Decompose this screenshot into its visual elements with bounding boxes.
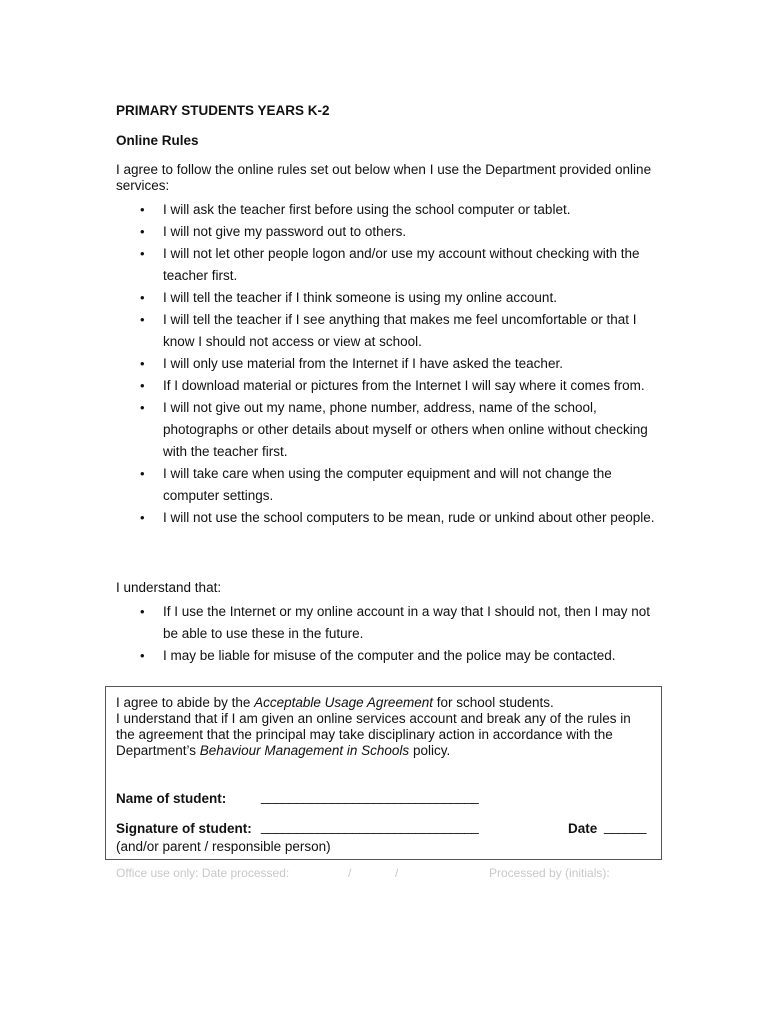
name-of-student-label: Name of student: (116, 791, 227, 806)
signature-line[interactable]: _______________________________ (261, 819, 479, 834)
consequences-list (116, 601, 656, 667)
rule-item: • I will not use the school computers to be mean, rude or unkind about other people. (116, 507, 656, 529)
agreement-text (116, 695, 651, 759)
agreement-text-part: I understand that if I am given an online services account and break any of the rules in the agreement that the principal may take disciplinary action in accordance with the Department’s (116, 711, 631, 758)
name-of-student-line[interactable]: _______________________________ (261, 789, 479, 804)
rule-item: • I will not give out my name, phone number, address, name of the school, photographs or other details about myself or others when online without checking with the teacher first. (116, 397, 656, 463)
rule-item: • I will only use material from the Internet if I have asked the teacher. (116, 353, 656, 375)
parent-note: (and/or parent / responsible person) (116, 839, 331, 854)
page-title: PRIMARY STUDENTS YEARS K-2 (116, 103, 330, 118)
rule-item: • I will tell the teacher if I see anything that makes me feel uncomfortable or that I know I should not access or view at school. (116, 309, 656, 353)
agreement-text-part: I agree to abide by the (116, 695, 255, 710)
rules-list (116, 199, 656, 529)
agreement-box (105, 686, 662, 860)
agreement-line-1 (116, 695, 651, 711)
agreement-title: Acceptable Usage Agreement (254, 695, 433, 710)
understand-heading: I understand that: (116, 580, 222, 595)
signature-label: Signature of student: (116, 821, 252, 836)
date-slash: / (395, 866, 399, 880)
intro-text: I agree to follow the online rules set out below when I use the Department provided online services: (116, 162, 652, 193)
date-label: Date (568, 821, 598, 836)
section-title: Online Rules (116, 133, 199, 148)
consequence-item: • I may be liable for misuse of the computer and the police may be contacted. (116, 645, 656, 667)
rule-item: • I will not let other people logon and/or use my account without checking with the teacher first. (116, 243, 656, 287)
rule-item: • I will take care when using the computer equipment and will not change the computer settings. (116, 463, 656, 507)
office-use-label: Office use only: Date processed: (116, 866, 290, 880)
rule-item: • If I download material or pictures from the Internet I will say where it comes from. (116, 375, 656, 397)
date-slash: / (348, 866, 352, 880)
rule-item: • I will tell the teacher if I think someone is using my online account. (116, 287, 656, 309)
policy-title: Behaviour Management in Schools (199, 743, 410, 758)
rule-item: • I will ask the teacher first before using the school computer or tablet. (116, 199, 656, 221)
agreement-text-part: for school students. (432, 695, 554, 710)
agreement-line-2 (116, 711, 651, 759)
consequence-item: • If I use the Internet or my online account in a way that I should not, then I may not be able to use these in the future. (116, 601, 656, 645)
agreement-text-part: policy. (409, 743, 451, 758)
rule-item: • I will not give my password out to others. (116, 221, 656, 243)
date-line[interactable]: ______ (604, 819, 647, 834)
processed-by-label: Processed by (initials): (489, 866, 610, 880)
